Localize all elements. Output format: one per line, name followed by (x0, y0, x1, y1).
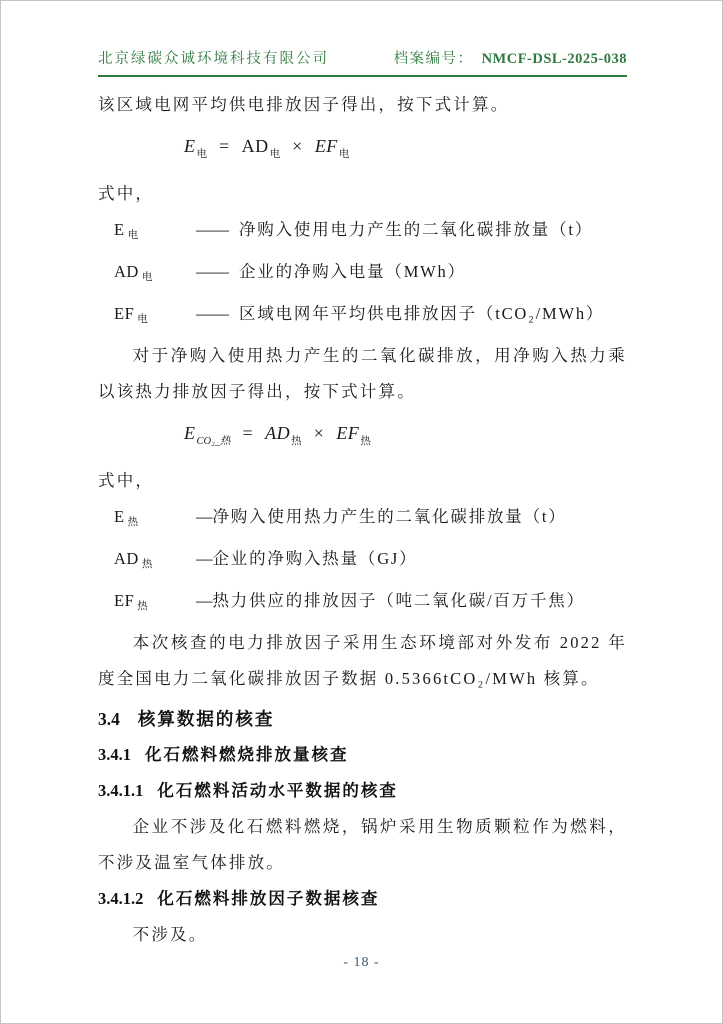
paragraph-not-involved: 不涉及。 (132, 925, 208, 944)
page-number: - 18 - (343, 955, 380, 970)
formula-factor1-subscript: 电 (269, 149, 281, 160)
heading-title: 核算数据的核查 (137, 709, 275, 729)
definition-description: 企业的净购入热量（GJ） (212, 549, 418, 568)
definition-dash: —— (196, 262, 229, 281)
definition-dash: — (196, 507, 213, 526)
definition-term: AD 电 (114, 262, 153, 283)
multiplication-sign: × (292, 136, 303, 156)
definition-dash: — (196, 591, 213, 610)
file-number-label: 档案编号： (393, 51, 474, 67)
definition-description: 净购入使用热力产生的二氧化碳排放量（t） (212, 507, 567, 526)
paragraph-emission-factor-source: 本次核查的电力排放因子采用生态环境部对外发布 2022 年度全国电力二氧化碳排放因子数据 0.5366tCO₂/MWh 核算。 (98, 633, 627, 688)
page-footer (1, 955, 722, 971)
document-body (98, 87, 627, 953)
heading-title: 化石燃料活动水平数据的核查 (157, 781, 398, 800)
formula-factor1: AD (265, 423, 291, 443)
formula-factor1: AD (241, 136, 269, 156)
definition-row (98, 541, 627, 583)
definition-term: E电 (114, 220, 139, 241)
heading-3-4-1-2 (98, 881, 627, 917)
definition-row (98, 296, 627, 338)
where-label: 式中， (98, 184, 155, 203)
heading-number: 3.4.1 (98, 745, 131, 764)
definition-term: EF 热 (114, 591, 149, 612)
heading-number: 3.4 (98, 709, 120, 729)
heading-title: 化石燃料排放因子数据核查 (157, 889, 380, 908)
formula-lhs-subscript: 电 (196, 149, 207, 160)
header-company-name: 北京绿碳众诚环境科技有限公司 (98, 51, 329, 67)
heading-title: 化石燃料燃烧排放量核查 (145, 745, 349, 764)
formula-electricity-emission (98, 131, 627, 170)
file-number-value: NMCF-DSL-2025-038 (481, 51, 627, 67)
definition-term: AD 热 (114, 549, 153, 570)
definition-row (98, 254, 627, 296)
definition-term: E热 (114, 507, 139, 528)
multiplication-sign: × (313, 423, 325, 443)
definition-row (98, 212, 627, 254)
formula-lhs: E (184, 423, 196, 443)
heading-number: 3.4.1.1 (98, 781, 144, 800)
heading-number: 3.4.1.2 (98, 889, 144, 908)
formula-factor2: EF (336, 423, 360, 443)
formula-lhs: E (184, 136, 196, 156)
definition-description: 热力供应的排放因子（吨二氧化碳/百万千焦） (212, 591, 585, 610)
where-label: 式中， (98, 471, 155, 490)
heading-3-4-1-1 (98, 773, 627, 809)
equals-sign: = (219, 136, 230, 156)
definition-dash: —— (196, 220, 229, 239)
formula-factor2: EF (314, 136, 338, 156)
definition-dash: —— (196, 304, 229, 323)
definition-description: 企业的净购入电量（MWh） (239, 262, 466, 281)
heading-3-4-1 (98, 737, 627, 773)
formula-factor2-subscript: 电 (338, 149, 350, 160)
paragraph-no-fossil-fuel: 企业不涉及化石燃料燃烧，锅炉采用生物质颗粒作为燃料，不涉及温室气体排放。 (98, 817, 627, 872)
definition-description: 区域电网年平均供电排放因子（tCO₂/MWh） (239, 304, 605, 323)
formula-heat-emission (98, 418, 627, 457)
header-file-number (394, 47, 627, 68)
paragraph-heat-intro: 对于净购入使用热力产生的二氧化碳排放，用净购入热力乘以该热力排放因子得出，按下式计算。 (98, 346, 627, 401)
definition-description: 净购入使用电力产生的二氧化碳排放量（t） (239, 220, 594, 239)
definition-row (98, 583, 627, 625)
definition-term: EF 电 (114, 304, 149, 325)
page-header (98, 47, 627, 77)
formula-factor1-subscript: 热 (291, 436, 302, 447)
definition-list-electricity (98, 212, 627, 338)
heading-3-4 (98, 701, 627, 737)
equals-sign: = (242, 423, 254, 443)
formula-lhs-subscript: CO₂_热 (196, 436, 231, 447)
formula-factor2-subscript: 热 (360, 436, 371, 447)
definition-list-heat (98, 499, 627, 625)
definition-row (98, 499, 627, 541)
paragraph-grid-factor-intro: 该区域电网平均供电排放因子得出，按下式计算。 (98, 95, 510, 114)
definition-dash: — (196, 549, 213, 568)
